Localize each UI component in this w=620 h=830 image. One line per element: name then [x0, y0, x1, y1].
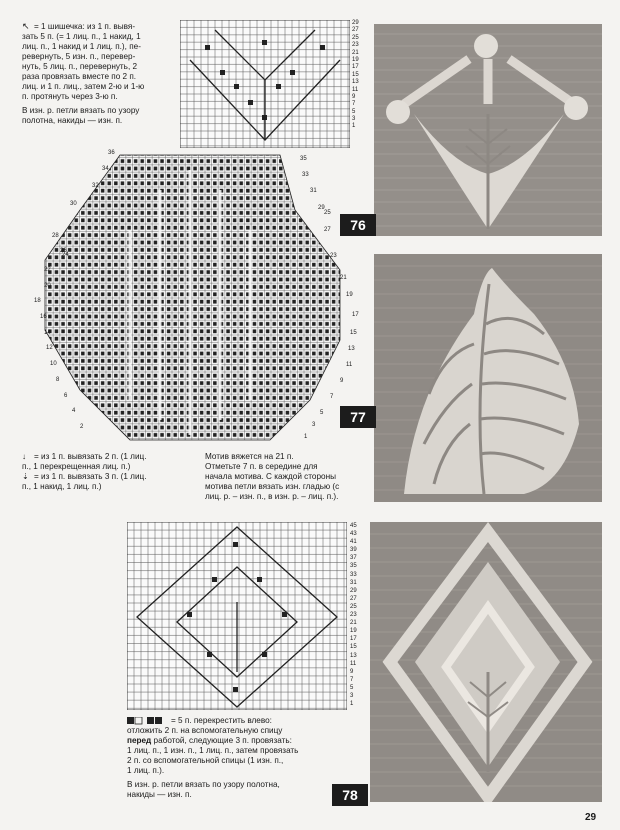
legend-line: лиц. и 1 п. лиц., затем 2-ю и 1-ю	[22, 82, 145, 91]
row-number: 32	[92, 183, 99, 189]
row-number: 21	[350, 620, 357, 627]
legend-line	[22, 472, 192, 482]
legend-line: отложить 2 п. на вспомогательную спицу	[127, 726, 283, 735]
row-number: 3	[350, 692, 354, 699]
row-number: 26	[60, 248, 67, 254]
row-number: 41	[350, 539, 357, 546]
row-number: 4	[72, 408, 76, 414]
note-line: В изн. р. петли вязать по узору полотна,	[127, 780, 280, 789]
photo-77-feather-leaf	[374, 254, 602, 502]
row-number: 35	[350, 563, 357, 570]
row-number: 14	[44, 330, 51, 336]
chart-78-row-numbers	[350, 522, 357, 708]
row-number: 7	[352, 101, 356, 108]
row-number: 29	[318, 205, 325, 211]
row-number: 1	[352, 123, 356, 130]
row-number: 5	[320, 410, 324, 416]
row-number: 11	[350, 660, 357, 667]
pattern-78-legend	[127, 716, 367, 800]
row-number: 7	[330, 394, 334, 400]
row-number: 9	[340, 378, 344, 384]
row-number: 19	[352, 56, 359, 63]
row-number: 25	[324, 210, 331, 216]
increase-3-icon: ⇣	[22, 472, 29, 481]
pattern-76-tag: 76	[340, 214, 376, 236]
pattern-76-legend	[22, 22, 182, 126]
row-number: 28	[52, 233, 59, 239]
row-number: 1	[304, 434, 308, 440]
chart-76-row-numbers	[352, 20, 359, 131]
chart-77-left-numbers	[34, 150, 115, 440]
note-line: Отметьте 7 п. в середине для	[205, 462, 318, 471]
note-line: накиды — изн. п.	[127, 790, 192, 799]
row-number: 33	[350, 571, 357, 578]
legend-line: 1 лиц. п., 1 изн. п., 1 лиц. п., затем провязать	[127, 746, 299, 755]
legend-text: = из 1 п. вывязать 3 п. (1 лиц.	[34, 472, 147, 481]
row-number: 31	[310, 188, 317, 194]
legend-line: 2 п. со вспомогательной спицы (1 изн. п.,	[127, 756, 284, 765]
row-number: 17	[352, 312, 359, 318]
row-number: 29	[352, 20, 359, 26]
row-number: 12	[46, 345, 53, 351]
legend-line	[127, 716, 367, 726]
row-number: 18	[34, 298, 41, 304]
row-number: 6	[64, 393, 68, 399]
row-number: 37	[350, 555, 357, 562]
legend-line: нуть, 5 лиц. п., перевернуть, 2	[22, 62, 138, 71]
row-number: 17	[352, 64, 359, 71]
note-line: начала мотива. С каждой стороны	[205, 472, 336, 481]
row-number: 16	[40, 314, 47, 320]
row-number: 2	[80, 424, 84, 430]
legend-text: работой, следующие 3 п. провязать:	[151, 736, 292, 745]
row-number: 5	[352, 108, 356, 115]
row-number: 9	[352, 93, 356, 100]
row-number: 45	[350, 523, 357, 529]
legend-line: ревернуть, 5 изн. п., перевер-	[22, 52, 136, 61]
legend-bold-word: перед	[127, 736, 152, 745]
row-number: 13	[348, 346, 355, 352]
row-number: 23	[352, 42, 359, 49]
row-number: 21	[340, 275, 347, 281]
note-line: мотива петли вязать изн. гладью (с	[205, 482, 340, 491]
row-number: 15	[350, 644, 357, 651]
photo-76-leaf-bobbles	[374, 24, 602, 236]
row-number: 23	[330, 253, 337, 259]
legend-line: = 1 шишечка: из 1 п. вывя-	[34, 22, 136, 31]
bobble-symbol-icon: ↖	[22, 21, 30, 31]
photo-78-diamond-leaf	[370, 522, 602, 802]
row-number: 39	[350, 547, 357, 554]
legend-line: лиц. п., 1 накид и 1 лиц. п.), пе-	[22, 42, 141, 51]
cable-cross-left-icon	[127, 717, 167, 725]
row-number: 7	[350, 676, 354, 683]
increase-2-icon: ↓	[22, 452, 26, 461]
legend-text: = из 1 п. вывязать 2 п. (1 лиц.	[34, 452, 147, 461]
row-number: 15	[352, 71, 359, 78]
pattern-78-tag: 78	[332, 784, 368, 806]
pattern-77-tag: 77	[340, 406, 376, 428]
note-line: полотна, накиды — изн. п.	[22, 116, 123, 125]
row-number: 27	[324, 227, 331, 233]
row-number: 10	[50, 361, 57, 367]
row-number: 24	[62, 252, 69, 258]
row-number: 43	[350, 531, 357, 538]
row-number: 25	[350, 603, 357, 610]
legend-line: раза провязать вместе по 2 п.	[22, 72, 137, 81]
row-number: 17	[350, 636, 357, 643]
legend-line	[22, 452, 192, 462]
row-number: 3	[312, 422, 316, 428]
row-number: 22	[44, 267, 51, 273]
legend-line: 1 лиц. п.).	[127, 766, 165, 775]
pattern-77-legend	[22, 452, 192, 492]
page-number: 29	[585, 812, 597, 823]
row-number: 23	[350, 612, 357, 619]
row-number: 13	[352, 79, 359, 86]
row-number: 29	[350, 587, 357, 594]
row-number: 30	[70, 201, 77, 207]
chart-77-right-numbers	[300, 150, 360, 450]
pattern-77-note	[205, 452, 375, 502]
row-number: 27	[352, 27, 359, 34]
legend-line: п. протянуть через 3-ю п.	[22, 92, 118, 101]
chart-76	[180, 20, 350, 148]
note-line: Мотив вяжется на 21 п.	[205, 452, 294, 461]
legend-text: = 5 п. перекрестить влево:	[171, 716, 272, 725]
row-number: 9	[350, 668, 354, 675]
row-number: 8	[56, 377, 60, 383]
row-number: 11	[352, 86, 359, 93]
row-number: 19	[346, 292, 353, 298]
row-number: 11	[346, 362, 353, 368]
legend-line	[127, 736, 367, 746]
legend-line: зать 5 п. (= 1 лиц. п., 1 накид, 1	[22, 32, 141, 41]
note-line: В изн. р. петли вязать по узору	[22, 106, 140, 115]
row-number: 21	[352, 49, 359, 56]
row-number: 1	[350, 701, 354, 708]
row-number: 5	[350, 684, 354, 691]
row-number: 19	[350, 628, 357, 635]
row-number: 35	[300, 156, 307, 162]
row-number: 25	[352, 34, 359, 41]
row-number: 27	[350, 595, 357, 602]
row-number: 13	[350, 652, 357, 659]
note-line: лиц. р. – изн. п., в изн. р. – лиц. п.).	[205, 492, 339, 501]
row-number: 31	[350, 579, 357, 586]
legend-line: п., 1 перекрещенная лиц. п.)	[22, 462, 131, 471]
row-number: 34	[102, 166, 109, 172]
row-number: 3	[352, 116, 356, 123]
row-number: 36	[108, 150, 115, 156]
chart-78	[127, 522, 347, 710]
row-number: 15	[350, 330, 357, 336]
row-number: 33	[302, 172, 309, 178]
legend-line: п., 1 накид, 1 лиц. п.)	[22, 482, 102, 491]
row-number: 20	[44, 283, 51, 289]
